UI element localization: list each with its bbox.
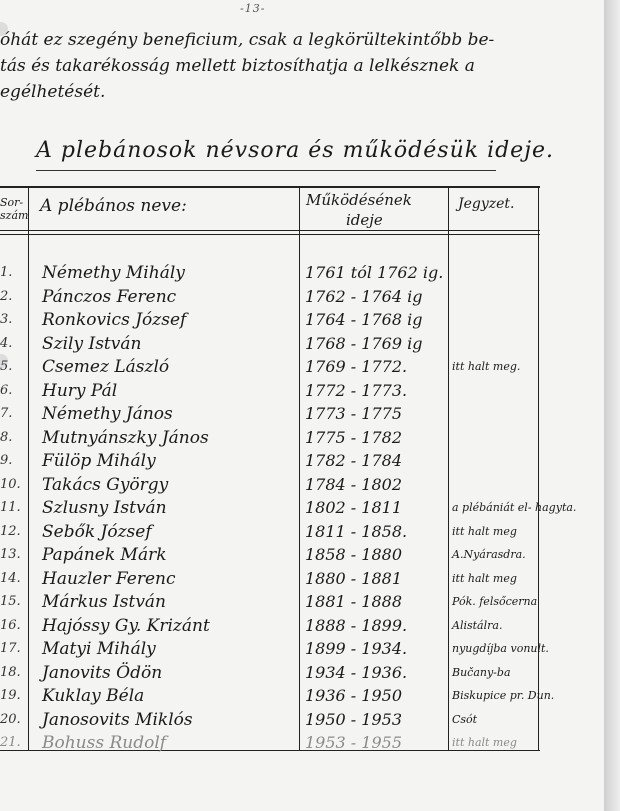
header-number: Sor- szám <box>0 196 29 222</box>
row-note: A.Nyárasdra. <box>452 548 526 561</box>
priest-name: Papánek Márk <box>42 545 167 565</box>
page-heading: A plebánosok névsora és működésük ideje. <box>36 138 555 163</box>
service-period: 1761 tól 1762 ig. <box>305 263 444 282</box>
row-note: Alistálra. <box>452 619 503 632</box>
row-number: 7. <box>0 406 13 421</box>
intro-line-1: óhát ez szegény beneficium, csak a legkörültekintőbb be- <box>0 30 495 50</box>
row-number: 9. <box>0 453 13 468</box>
priest-name: Ronkovics József <box>42 310 187 330</box>
header-period-line1: Működésének <box>306 191 412 209</box>
header-period-line2: ideje <box>346 211 383 229</box>
row-note: itt halt meg <box>452 525 517 538</box>
priest-name: Némethy Mihály <box>42 263 185 283</box>
service-period: 1802 - 1811 <box>305 498 403 517</box>
row-number: 16. <box>0 618 21 633</box>
row-number: 5. <box>0 359 13 374</box>
priest-name: Mutnyánszky János <box>42 428 209 448</box>
priest-name: Fülöp Mihály <box>42 451 156 471</box>
priest-name: Janosovits Miklós <box>42 710 193 730</box>
row-number: 4. <box>0 336 13 351</box>
column-divider <box>538 186 539 750</box>
priest-name: Kuklay Béla <box>42 686 145 706</box>
row-number: 21. <box>0 735 21 750</box>
service-period: 1782 - 1784 <box>305 451 403 470</box>
row-note: itt halt meg. <box>452 360 521 373</box>
priest-name: Takács György <box>42 475 169 495</box>
service-period: 1953 - 1955 <box>305 733 403 752</box>
service-period: 1768 - 1769 ig <box>305 334 423 353</box>
header-name: A plébános neve: <box>40 196 187 216</box>
service-period: 1811 - 1858. <box>305 522 408 541</box>
row-note: Biskupice pr. Dun. <box>452 689 555 702</box>
row-number: 13. <box>0 547 21 562</box>
column-divider <box>28 186 29 750</box>
priest-name: Matyi Mihály <box>42 639 156 659</box>
row-number: 17. <box>0 641 21 656</box>
page-number: -13- <box>240 2 266 15</box>
row-number: 14. <box>0 571 21 586</box>
row-number: 15. <box>0 594 21 609</box>
row-note: a plébániát el- hagyta. <box>452 501 577 514</box>
service-period: 1880 - 1881 <box>305 569 403 588</box>
row-number: 1. <box>0 265 13 280</box>
intro-line-3: egélhetését. <box>0 82 106 102</box>
service-period: 1775 - 1782 <box>305 428 403 447</box>
row-number: 12. <box>0 524 21 539</box>
priest-name: Janovits Ödön <box>42 663 163 683</box>
row-number: 2. <box>0 289 13 304</box>
heading-underline <box>36 170 496 171</box>
service-period: 1881 - 1888 <box>305 592 403 611</box>
row-note: nyugdíjba vonult. <box>452 642 549 655</box>
row-number: 6. <box>0 383 13 398</box>
row-note: itt halt meg <box>452 736 517 749</box>
row-number: 3. <box>0 312 13 327</box>
service-period: 1934 - 1936. <box>305 663 408 682</box>
service-period: 1936 - 1950 <box>305 686 403 705</box>
service-period: 1858 - 1880 <box>305 545 403 564</box>
intro-line-2: tás és takarékosság mellett biztosíthatja a lelkésznek a <box>0 56 475 76</box>
row-number: 20. <box>0 712 21 727</box>
row-note: Pók. felsőcerna <box>452 595 538 608</box>
service-period: 1888 - 1899. <box>305 616 408 635</box>
row-note: Csót <box>452 713 478 726</box>
priest-name: Sebők József <box>42 522 152 542</box>
header-rule-double <box>0 234 540 235</box>
column-divider <box>299 186 300 750</box>
priest-name: Hauzler Ferenc <box>42 569 176 589</box>
priest-name: Hury Pál <box>42 381 118 401</box>
service-period: 1899 - 1934. <box>305 639 408 658</box>
priest-name: Némethy János <box>42 404 173 424</box>
row-number: 19. <box>0 688 21 703</box>
row-number: 18. <box>0 665 21 680</box>
priest-name: Szily István <box>42 334 142 354</box>
priest-name: Csemez László <box>42 357 170 377</box>
row-note: itt halt meg <box>452 572 517 585</box>
service-period: 1772 - 1773. <box>305 381 408 400</box>
row-number: 10. <box>0 477 21 492</box>
priest-name: Bohuss Rudolf <box>42 733 167 753</box>
service-period: 1784 - 1802 <box>305 475 403 494</box>
service-period: 1764 - 1768 ig <box>305 310 423 329</box>
header-notes: Jegyzet. <box>458 196 515 212</box>
service-period: 1773 - 1775 <box>305 404 403 423</box>
column-divider <box>448 186 449 750</box>
service-period: 1769 - 1772. <box>305 357 408 376</box>
priest-name: Hajóssy Gy. Krizánt <box>42 616 210 636</box>
page-edge-shadow <box>604 0 620 811</box>
service-period: 1950 - 1953 <box>305 710 403 729</box>
header-rule <box>0 230 540 231</box>
priest-name: Márkus István <box>42 592 167 612</box>
row-number: 11. <box>0 500 21 515</box>
priest-name: Szlusny István <box>42 498 167 518</box>
priest-name: Pánczos Ferenc <box>42 287 177 307</box>
row-number: 8. <box>0 430 13 445</box>
service-period: 1762 - 1764 ig <box>305 287 423 306</box>
row-note: Bučany-ba <box>452 666 511 679</box>
